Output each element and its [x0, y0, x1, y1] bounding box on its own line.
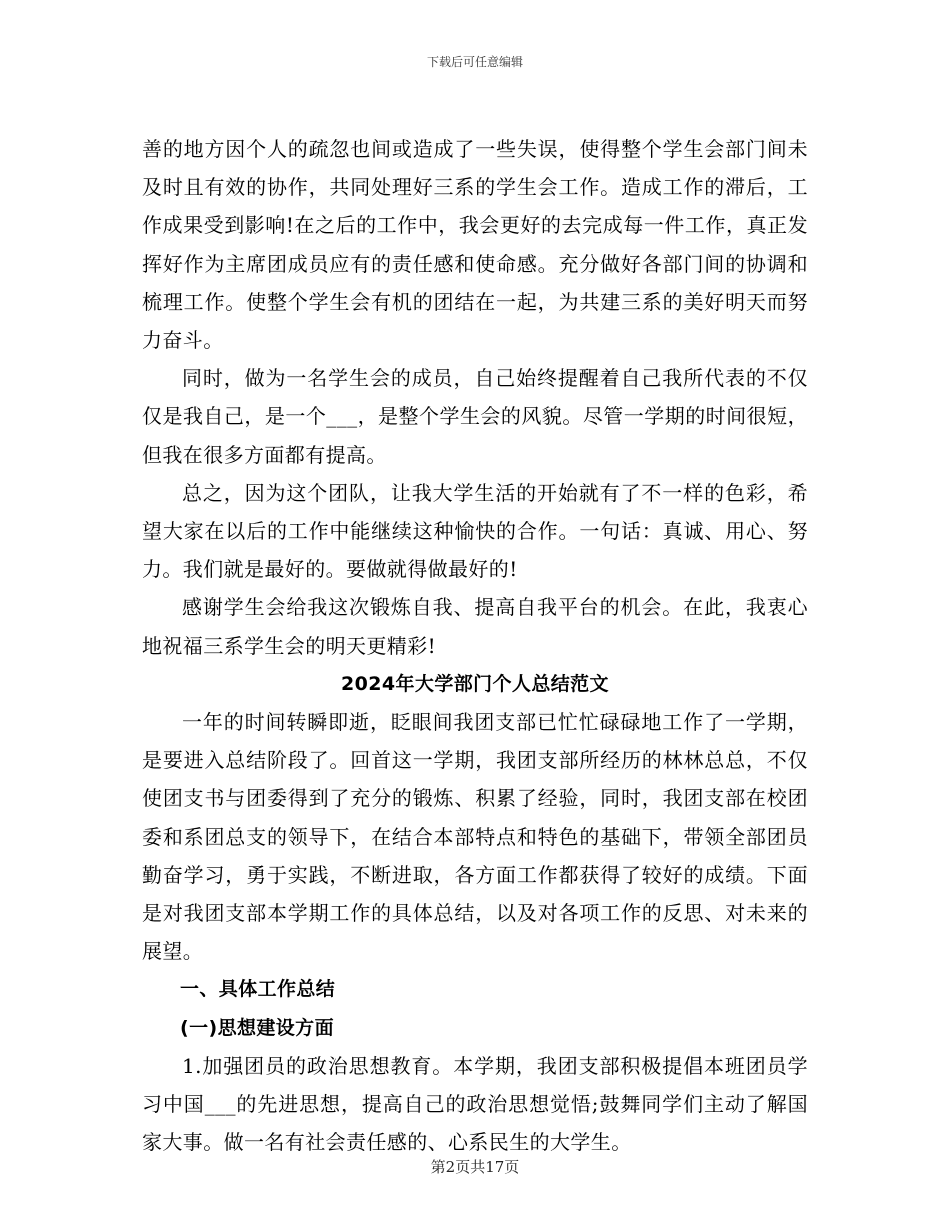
document-title: 2024年大学部门个人总结范文: [341, 672, 609, 695]
subsection-heading: (一)思想建设方面: [180, 1016, 334, 1039]
paragraph-intro: 一年的时间转瞬即逝，眨眼间我团支部已忙忙碌碌地工作了一学期，是要进入总结阶段了。回首这一学期，我团支部所经历的林林总总，不仅使团支书与团委得到了充分的锻炼、积累了经验，同时，我团支部在校团委和系团总支的领导下，在结合本部特点和特色的基础下，带领全部团员勤奋学习，勇于实践，不断进取，各方面工作都获得了较好的成绩。下面是对我团支部本学期工作的具体总结，以及对各项工作的反思、对未来的展望。: [142, 710, 808, 964]
paragraph-thanks: 感谢学生会给我这次锻炼自我、提高自我平台的机会。在此，我衷心地祝福三系学生会的明天更精彩!: [142, 595, 808, 658]
paragraph-continuation: 善的地方因个人的疏忽也间或造成了一些失误，使得整个学生会部门间未及时且有效的协作，共同处理好三系的学生会工作。造成工作的滞后，工作成果受到影响!在之后的工作中，我会更好的去完成每一件工作，真正发挥好作为主席团成员应有的责任感和使命感。充分做好各部门间的协调和梳理工作。使整个学生会有机的团结在一起，为共建三系的美好明天而努力奋斗。: [142, 137, 808, 353]
document-body: [142, 130, 808, 1161]
paragraph-member-role: 同时，做为一名学生会的成员，自己始终提醒着自己我所代表的不仅仅是我自己，是一个___，是整个学生会的风貌。尽管一学期的时间很短，但我在很多方面都有提高。: [142, 366, 808, 467]
paragraph-summary: 总之，因为这个团队，让我大学生活的开始就有了不一样的色彩，希望大家在以后的工作中能继续这种愉快的合作。一句话：真诚、用心、努力。我们就是最好的。要做就得做最好的!: [142, 480, 808, 582]
page-header: 下载后可任意编辑: [426, 55, 523, 69]
paragraph-ideology: 1.加强团员的政治思想教育。本学期，我团支部积极提倡本班团员学习中国___的先进思想，提高自己的政治思想觉悟;鼓舞同学们主动了解国家大事。做一名有社会责任感的、心系民生的大学生。: [142, 1053, 808, 1155]
page-number: 第2页共17页: [430, 1158, 520, 1176]
section-heading: 一、具体工作总结: [180, 978, 336, 1001]
